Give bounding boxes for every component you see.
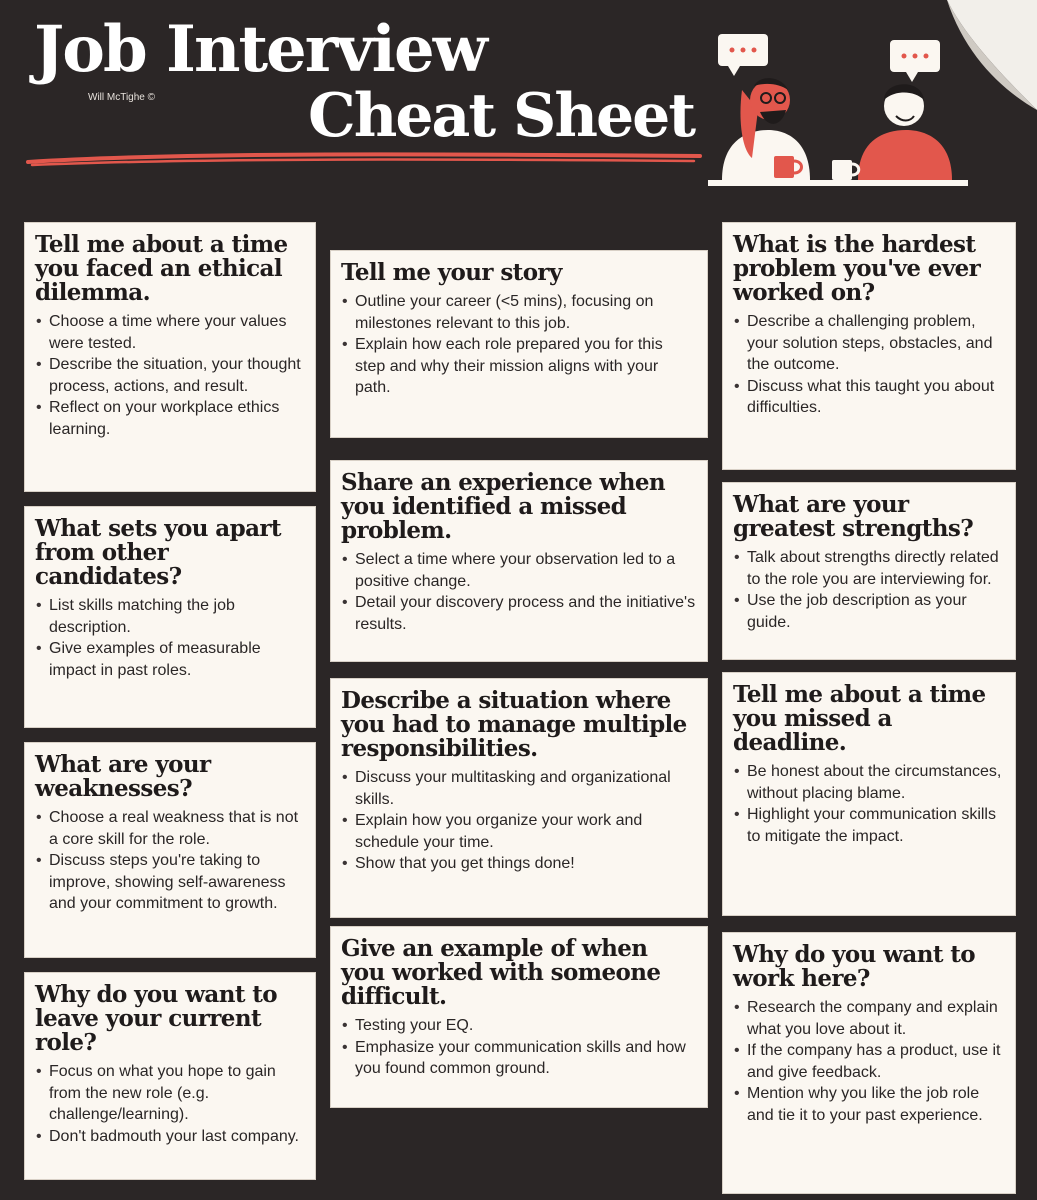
card-title: Why do you want to leave your current role? bbox=[35, 981, 278, 1056]
card-your-story bbox=[330, 250, 708, 438]
card-bullet: • Emphasize your communication skills and how you found common ground. bbox=[355, 1037, 697, 1080]
card-bullet-list bbox=[341, 1015, 697, 1080]
card-title: What are your weaknesses? bbox=[35, 751, 211, 802]
card-bullet: • Reflect on your workplace ethics learning. bbox=[49, 397, 305, 440]
card-bullet: • Talk about strengths directly related to the role you are interviewing for. bbox=[747, 547, 1005, 590]
card-hardest-problem bbox=[722, 222, 1016, 470]
card-bullet: • Show that you get things done! bbox=[355, 853, 697, 875]
card-bullet: • Detail your discovery process and the initiative's results. bbox=[355, 592, 697, 635]
card-bullet: • Research the company and explain what you love about it. bbox=[747, 997, 1005, 1040]
card-bullet: • Testing your EQ. bbox=[355, 1015, 697, 1037]
card-title: Tell me about a time you faced an ethical dilemma. bbox=[35, 231, 288, 306]
card-missed-problem bbox=[330, 460, 708, 662]
card-bullet-list bbox=[341, 767, 697, 875]
person-left-icon bbox=[722, 78, 810, 180]
card-title: Describe a situation where you had to manage multiple responsibilities. bbox=[341, 687, 687, 762]
card-ethical-dilemma bbox=[24, 222, 316, 492]
title-underline-decoration bbox=[24, 148, 704, 170]
card-weaknesses bbox=[24, 742, 316, 958]
card-title: Share an experience when you identified a missed problem. bbox=[341, 469, 666, 544]
card-missed-deadline bbox=[722, 672, 1016, 916]
card-bullet-list bbox=[733, 311, 1005, 419]
card-work-here bbox=[722, 932, 1016, 1194]
card-bullet-list bbox=[733, 547, 1005, 633]
card-someone-difficult bbox=[330, 926, 708, 1108]
card-bullet: • Explain how you organize your work and schedule your time. bbox=[355, 810, 697, 853]
card-bullet-list bbox=[341, 549, 697, 635]
card-bullet-list bbox=[733, 997, 1005, 1126]
card-bullet: • Give examples of measurable impact in past roles. bbox=[49, 638, 305, 681]
card-bullet: • Focus on what you hope to gain from the new role (e.g. challenge/learning). bbox=[49, 1061, 305, 1126]
card-bullet: • List skills matching the job description. bbox=[49, 595, 305, 638]
card-bullet: • Use the job description as your guide. bbox=[747, 590, 1005, 633]
page-curl-decoration bbox=[947, 0, 1037, 110]
card-bullet-list bbox=[35, 595, 305, 681]
card-bullet-list bbox=[35, 1061, 305, 1147]
card-bullet: • Outline your career (<5 mins), focusing on milestones relevant to this job. bbox=[355, 291, 697, 334]
card-bullet-list bbox=[35, 311, 305, 440]
speech-bubble-icon bbox=[718, 34, 768, 76]
card-bullet: • Discuss steps you're taking to improve, showing self-awareness and your commitment to growth. bbox=[49, 850, 305, 915]
card-bullet-list bbox=[733, 761, 1005, 847]
mug-icon bbox=[832, 160, 859, 180]
card-bullet: • Describe the situation, your thought process, actions, and result. bbox=[49, 354, 305, 397]
card-bullet: • Be honest about the circumstances, without placing blame. bbox=[747, 761, 1005, 804]
card-bullet: • Discuss what this taught you about difficulties. bbox=[747, 376, 1005, 419]
card-bullet: • If the company has a product, use it and give feedback. bbox=[747, 1040, 1005, 1083]
card-title: What sets you apart from other candidates? bbox=[35, 515, 281, 590]
card-bullet: • Highlight your communication skills to mitigate the impact. bbox=[747, 804, 1005, 847]
interview-illustration bbox=[708, 30, 968, 200]
card-bullet: • Mention why you like the job role and tie it to your past experience. bbox=[747, 1083, 1005, 1126]
card-greatest-strengths bbox=[722, 482, 1016, 660]
card-title: What is the hardest problem you've ever worked on? bbox=[733, 231, 981, 306]
card-title: Tell me about a time you missed a deadline. bbox=[733, 681, 986, 756]
card-leave-current-role bbox=[24, 972, 316, 1180]
desk-icon bbox=[708, 180, 968, 186]
card-bullet: • Select a time where your observation led to a positive change. bbox=[355, 549, 697, 592]
speech-bubble-icon bbox=[890, 40, 940, 82]
card-bullet: • Describe a challenging problem, your solution steps, obstacles, and the outcome. bbox=[747, 311, 1005, 376]
card-title: Why do you want to work here? bbox=[733, 941, 976, 992]
card-bullet: • Choose a time where your values were tested. bbox=[49, 311, 305, 354]
card-title: Tell me your story bbox=[341, 259, 562, 286]
page-title-line-2: Cheat Sheet bbox=[308, 81, 695, 151]
card-bullet: • Choose a real weakness that is not a core skill for the role. bbox=[49, 807, 305, 850]
page-title-line-1: Job Interview bbox=[34, 12, 486, 87]
card-title: What are your greatest strengths? bbox=[733, 491, 974, 542]
card-sets-you-apart bbox=[24, 506, 316, 728]
author-credit: Will McTighe © bbox=[88, 92, 156, 103]
card-title: Give an example of when you worked with someone difficult. bbox=[341, 935, 661, 1010]
card-bullet-list bbox=[35, 807, 305, 915]
card-bullet: • Don't badmouth your last company. bbox=[49, 1126, 305, 1148]
card-multiple-responsibilities bbox=[330, 678, 708, 918]
card-bullet: • Discuss your multitasking and organizational skills. bbox=[355, 767, 697, 810]
card-bullet: • Explain how each role prepared you for this step and why their mission aligns with your path. bbox=[355, 334, 697, 399]
card-bullet-list bbox=[341, 291, 697, 399]
person-right-icon bbox=[858, 84, 952, 180]
